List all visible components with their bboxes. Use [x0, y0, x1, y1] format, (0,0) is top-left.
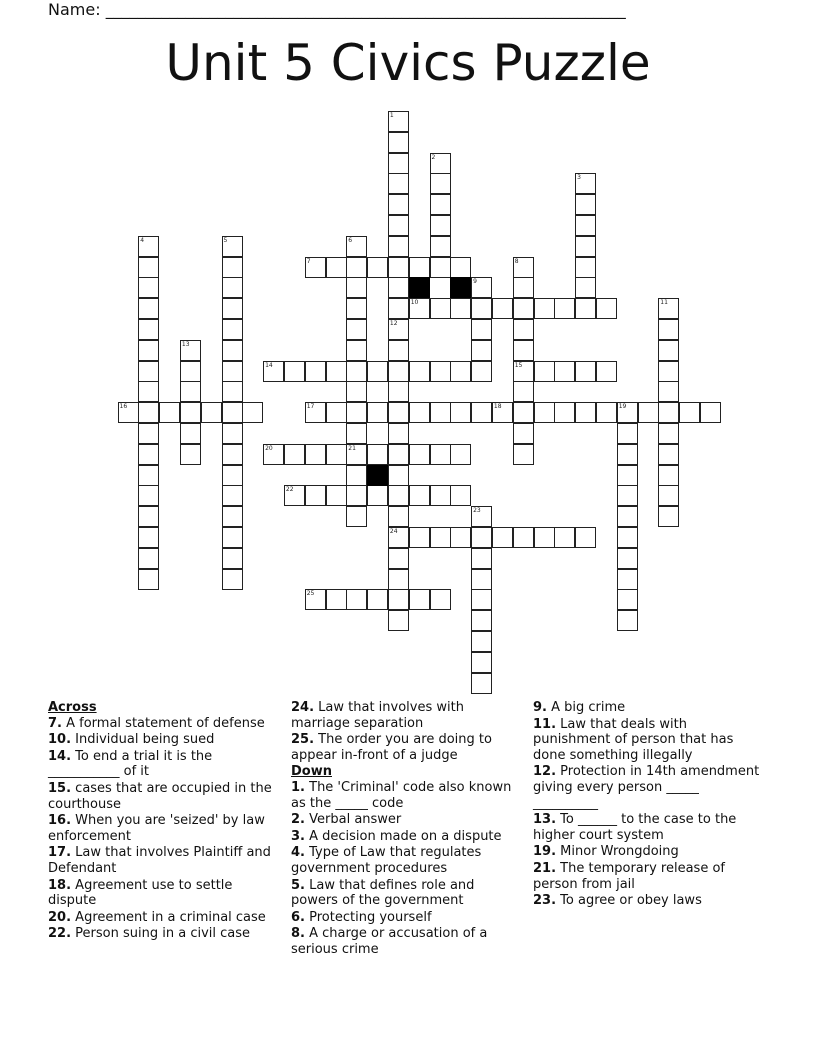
grid-cell[interactable] — [222, 402, 243, 423]
grid-cell[interactable] — [346, 361, 367, 382]
grid-cell[interactable] — [471, 631, 492, 652]
grid-cell[interactable] — [388, 444, 409, 465]
grid-cell[interactable] — [471, 652, 492, 673]
across-clue: 7. A formal statement of defense — [48, 715, 265, 731]
grid-cell[interactable] — [471, 673, 492, 694]
grid-cell[interactable] — [513, 298, 534, 319]
clue-number: 11 — [660, 299, 668, 307]
grid-cell[interactable] — [575, 236, 596, 257]
across-clue: 17. Law that involves Plaintiff and Defendant — [48, 845, 271, 876]
grid-cell[interactable] — [471, 319, 492, 340]
clue-number: 5 — [223, 236, 228, 244]
grid-cell[interactable] — [367, 444, 388, 465]
grid-cell[interactable] — [138, 465, 159, 486]
grid-cell[interactable] — [617, 610, 638, 631]
grid-cell[interactable] — [388, 257, 409, 278]
grid-cell[interactable] — [346, 340, 367, 361]
grid-cell[interactable] — [201, 402, 222, 423]
grid-cell[interactable] — [534, 402, 555, 423]
grid-cell[interactable] — [617, 444, 638, 465]
clue-number: 9 — [473, 278, 477, 286]
grid-cell[interactable] — [346, 257, 367, 278]
grid-cell[interactable] — [430, 236, 451, 257]
grid-cell[interactable] — [326, 485, 347, 506]
grid-cell[interactable] — [430, 361, 451, 382]
grid-cell[interactable] — [430, 298, 451, 319]
grid-cell[interactable] — [450, 257, 471, 278]
grid-cell[interactable] — [138, 423, 159, 444]
grid-cell[interactable] — [305, 361, 326, 382]
grid-cell[interactable] — [658, 361, 679, 382]
grid-cell[interactable] — [138, 298, 159, 319]
grid-cell[interactable] — [388, 465, 409, 486]
clue-number: 3 — [577, 174, 581, 182]
grid-cell[interactable] — [430, 444, 451, 465]
grid-cell[interactable] — [409, 257, 430, 278]
grid-cell[interactable] — [388, 423, 409, 444]
grid-cell[interactable] — [346, 465, 367, 486]
across-heading: Across — [48, 700, 97, 715]
across-clue: 15. cases that are occupied in the courthouse — [48, 780, 272, 812]
clue-number: 24 — [389, 528, 398, 535]
grid-cell[interactable] — [180, 402, 201, 423]
grid-cell[interactable] — [471, 548, 492, 569]
clues-column-2 — [291, 700, 513, 959]
grid-cell[interactable] — [492, 298, 513, 319]
grid-cell[interactable] — [471, 527, 492, 548]
grid-cell[interactable] — [534, 298, 555, 319]
across-clue: 10. Individual being sued — [48, 732, 215, 748]
grid-cell[interactable] — [658, 423, 679, 444]
grid-cell[interactable] — [430, 485, 451, 506]
grid-cell[interactable] — [430, 173, 451, 194]
grid-cell[interactable] — [575, 298, 596, 319]
grid-cell[interactable] — [346, 423, 367, 444]
black-square — [409, 277, 430, 298]
clue-number: 1 — [389, 112, 394, 119]
grid-cell[interactable] — [138, 319, 159, 340]
grid-cell[interactable] — [138, 402, 159, 423]
grid-cell[interactable] — [222, 444, 243, 465]
grid-cell[interactable] — [388, 153, 409, 174]
clue-number: 18 — [493, 403, 502, 411]
grid-cell[interactable] — [409, 589, 430, 610]
grid-cell[interactable] — [554, 402, 575, 423]
grid-cell[interactable] — [326, 402, 347, 423]
clues-column-3 — [533, 700, 765, 910]
clue-number: 23 — [473, 507, 481, 515]
grid-cell[interactable] — [679, 402, 700, 423]
clue-number: 21 — [348, 444, 356, 452]
grid-cell[interactable] — [388, 548, 409, 569]
grid-cell[interactable] — [575, 361, 596, 382]
across-clue: 20. Agreement in a criminal case — [48, 909, 266, 925]
grid-cell[interactable] — [534, 527, 555, 548]
down-clue: 2. Verbal answer — [291, 812, 402, 828]
grid-cell[interactable] — [450, 444, 471, 465]
grid-cell[interactable] — [430, 194, 451, 215]
clue-number: 19 — [618, 403, 627, 411]
grid-cell[interactable] — [367, 402, 388, 423]
grid-cell[interactable] — [409, 444, 430, 465]
grid-cell[interactable] — [305, 485, 326, 506]
grid-cell[interactable] — [575, 194, 596, 215]
grid-cell[interactable] — [471, 340, 492, 361]
grid-cell[interactable] — [534, 361, 555, 382]
grid-cell[interactable] — [305, 444, 326, 465]
clue-number: 16 — [119, 403, 128, 411]
name-blank[interactable]: _________________________________________________________________ — [105, 0, 626, 19]
down-clue: 12. Protection in 14th amendment giving every person _____ __________ — [533, 764, 760, 811]
grid-cell[interactable] — [388, 215, 409, 236]
grid-cell[interactable] — [222, 257, 243, 278]
across-clue: 22. Person suing in a civil case — [48, 926, 251, 942]
grid-cell[interactable] — [471, 298, 492, 319]
grid-cell[interactable] — [700, 402, 721, 423]
down-clue: 5. Law that defines role and powers of the government — [291, 877, 475, 909]
grid-cell[interactable] — [346, 381, 367, 402]
grid-cell[interactable] — [222, 361, 243, 382]
down-clue: 9. A big crime — [533, 700, 626, 715]
grid-cell[interactable] — [450, 527, 471, 548]
grid-cell[interactable] — [409, 485, 430, 506]
grid-cell[interactable] — [138, 340, 159, 361]
down-clue: 21. The temporary release of person from jail — [533, 860, 725, 892]
grid-cell[interactable] — [513, 423, 534, 444]
across-clue: 24. Law that involves with marriage separation — [291, 700, 464, 731]
grid-cell[interactable] — [138, 277, 159, 298]
clue-number: 10 — [410, 299, 419, 307]
grid-cell[interactable] — [658, 465, 679, 486]
clue-number: 6 — [348, 236, 353, 244]
grid-cell[interactable] — [554, 298, 575, 319]
grid-cell[interactable] — [450, 361, 471, 382]
grid-cell[interactable] — [617, 423, 638, 444]
grid-cell[interactable] — [222, 298, 243, 319]
grid-cell[interactable] — [388, 485, 409, 506]
grid-cell[interactable] — [658, 506, 679, 527]
grid-cell[interactable] — [513, 402, 534, 423]
grid-cell[interactable] — [658, 340, 679, 361]
grid-cell[interactable] — [222, 465, 243, 486]
across-clue: 16. When you are 'seized' by law enforcement — [48, 813, 265, 844]
down-clue: 3. A decision made on a dispute — [291, 828, 502, 844]
grid-cell[interactable] — [388, 340, 409, 361]
grid-cell[interactable] — [388, 610, 409, 631]
clue-number: 25 — [306, 590, 315, 598]
grid-cell[interactable] — [513, 277, 534, 298]
grid-cell[interactable] — [346, 506, 367, 527]
puzzle-title: Unit 5 Civics Puzzle — [165, 34, 651, 92]
grid-cell[interactable] — [138, 257, 159, 278]
grid-cell[interactable] — [326, 361, 347, 382]
grid-cell[interactable] — [430, 402, 451, 423]
grid-cell[interactable] — [138, 485, 159, 506]
grid-cell[interactable] — [346, 589, 367, 610]
grid-cell[interactable] — [575, 527, 596, 548]
grid-cell[interactable] — [554, 527, 575, 548]
clues-column-1 — [48, 700, 280, 943]
down-clue: 6. Protecting yourself — [291, 909, 432, 925]
grid-cell[interactable] — [222, 569, 243, 590]
grid-cell[interactable] — [575, 215, 596, 236]
grid-cell[interactable] — [430, 257, 451, 278]
across-clue: 14. To end a trial it is the ___________ of it — [48, 748, 213, 780]
grid-cell[interactable] — [222, 506, 243, 527]
grid-cell[interactable] — [658, 485, 679, 506]
clue-number: 17 — [306, 403, 315, 411]
grid-cell[interactable] — [617, 506, 638, 527]
grid-cell[interactable] — [180, 381, 201, 402]
grid-cell[interactable] — [367, 257, 388, 278]
grid-cell[interactable] — [367, 485, 388, 506]
down-clue: 4. Type of Law that regulates government procedures — [291, 845, 482, 876]
grid-cell[interactable] — [617, 569, 638, 590]
black-square — [450, 277, 471, 298]
grid-cell[interactable] — [367, 589, 388, 610]
grid-cell[interactable] — [388, 569, 409, 590]
grid-cell[interactable] — [430, 589, 451, 610]
clue-number: 13 — [181, 340, 190, 348]
grid-cell[interactable] — [222, 548, 243, 569]
grid-cell[interactable] — [138, 444, 159, 465]
name-label: Name: — [48, 0, 101, 19]
grid-cell[interactable] — [180, 444, 201, 465]
clue-number: 12 — [389, 320, 398, 327]
clue-number: 2 — [431, 153, 436, 161]
grid-cell[interactable] — [617, 485, 638, 506]
grid-cell[interactable] — [471, 610, 492, 631]
grid-cell[interactable] — [513, 381, 534, 402]
clue-number: 22 — [285, 486, 294, 494]
clue-number: 8 — [514, 257, 519, 265]
down-clue: 1. The 'Criminal' code also known as the _____ code — [291, 779, 512, 811]
grid-cell[interactable] — [138, 506, 159, 527]
down-clue: 8. A charge or accusation of a serious crime — [291, 926, 488, 957]
grid-cell[interactable] — [138, 381, 159, 402]
grid-cell[interactable] — [284, 361, 305, 382]
grid-cell[interactable] — [284, 444, 305, 465]
clue-number: 20 — [265, 444, 273, 452]
grid-cell[interactable] — [471, 361, 492, 382]
grid-cell[interactable] — [388, 194, 409, 215]
grid-cell[interactable] — [326, 444, 347, 465]
clue-number: 7 — [306, 257, 311, 265]
clue-number: 15 — [514, 361, 523, 369]
grid-cell[interactable] — [138, 569, 159, 590]
grid-cell[interactable] — [575, 277, 596, 298]
grid-cell[interactable] — [513, 319, 534, 340]
down-clue: 13. To ______ to the case to the higher court system — [533, 812, 737, 843]
grid-cell[interactable] — [596, 361, 617, 382]
grid-cell[interactable] — [388, 506, 409, 527]
grid-cell[interactable] — [180, 423, 201, 444]
grid-cell[interactable] — [617, 548, 638, 569]
clue-number: 4 — [140, 236, 145, 244]
grid-cell[interactable] — [138, 527, 159, 548]
grid-cell[interactable] — [388, 236, 409, 257]
grid-cell[interactable] — [367, 361, 388, 382]
down-heading: Down — [291, 764, 332, 780]
grid-cell[interactable] — [346, 319, 367, 340]
grid-cell[interactable] — [388, 298, 409, 319]
grid-cell[interactable] — [575, 257, 596, 278]
grid-cell[interactable] — [409, 527, 430, 548]
grid-cell[interactable] — [242, 402, 263, 423]
grid-cell[interactable] — [409, 361, 430, 382]
across-clue: 18. Agreement use to settle dispute — [48, 877, 233, 909]
down-clue: 23. To agree or obey laws — [533, 893, 702, 909]
grid-cell[interactable] — [388, 173, 409, 194]
grid-cell[interactable] — [222, 485, 243, 506]
grid-cell[interactable] — [513, 527, 534, 548]
grid-cell[interactable] — [430, 527, 451, 548]
grid-cell[interactable] — [638, 402, 659, 423]
grid-cell[interactable] — [222, 340, 243, 361]
grid-cell[interactable] — [471, 569, 492, 590]
grid-cell[interactable] — [596, 298, 617, 319]
grid-cell[interactable] — [554, 361, 575, 382]
grid-cell[interactable] — [658, 402, 679, 423]
grid-cell[interactable] — [596, 402, 617, 423]
grid-cell[interactable] — [575, 402, 596, 423]
grid-cell[interactable] — [159, 402, 180, 423]
grid-cell[interactable] — [346, 277, 367, 298]
grid-cell[interactable] — [450, 485, 471, 506]
grid-cell[interactable] — [471, 402, 492, 423]
down-clue: 19. Minor Wrongdoing — [533, 844, 679, 860]
grid-cell[interactable] — [222, 381, 243, 402]
grid-cell[interactable] — [513, 340, 534, 361]
grid-cell[interactable] — [658, 381, 679, 402]
grid-cell[interactable] — [326, 257, 347, 278]
across-clue: 25. The order you are doing to appear in-front of a judge — [291, 732, 492, 763]
grid-cell[interactable] — [471, 589, 492, 610]
grid-cell[interactable] — [450, 298, 471, 319]
grid-cell[interactable] — [388, 589, 409, 610]
grid-cell[interactable] — [326, 589, 347, 610]
grid-cell[interactable] — [388, 361, 409, 382]
grid-cell[interactable] — [492, 527, 513, 548]
grid-cell[interactable] — [346, 402, 367, 423]
grid-cell[interactable] — [658, 444, 679, 465]
grid-cell[interactable] — [222, 423, 243, 444]
grid-cell[interactable] — [388, 132, 409, 153]
grid-cell[interactable] — [180, 361, 201, 382]
clue-number: 14 — [265, 361, 273, 369]
grid-cell[interactable] — [388, 277, 409, 298]
grid-cell[interactable] — [346, 298, 367, 319]
grid-cell[interactable] — [430, 215, 451, 236]
grid-cell[interactable] — [617, 527, 638, 548]
grid-cell[interactable] — [617, 465, 638, 486]
grid-cell[interactable] — [346, 485, 367, 506]
grid-cell[interactable] — [138, 548, 159, 569]
grid-cell[interactable] — [617, 589, 638, 610]
grid-cell[interactable] — [388, 381, 409, 402]
grid-cell[interactable] — [138, 361, 159, 382]
grid-cell[interactable] — [658, 319, 679, 340]
grid-cell[interactable] — [388, 402, 409, 423]
grid-cell[interactable] — [450, 402, 471, 423]
grid-cell[interactable] — [513, 444, 534, 465]
grid-cell[interactable] — [222, 277, 243, 298]
grid-cell[interactable] — [409, 402, 430, 423]
grid-cell[interactable] — [222, 527, 243, 548]
grid-cell[interactable] — [222, 319, 243, 340]
down-clue: 11. Law that deals with punishment of person that has done something illegally — [533, 716, 734, 763]
black-square — [367, 465, 388, 486]
